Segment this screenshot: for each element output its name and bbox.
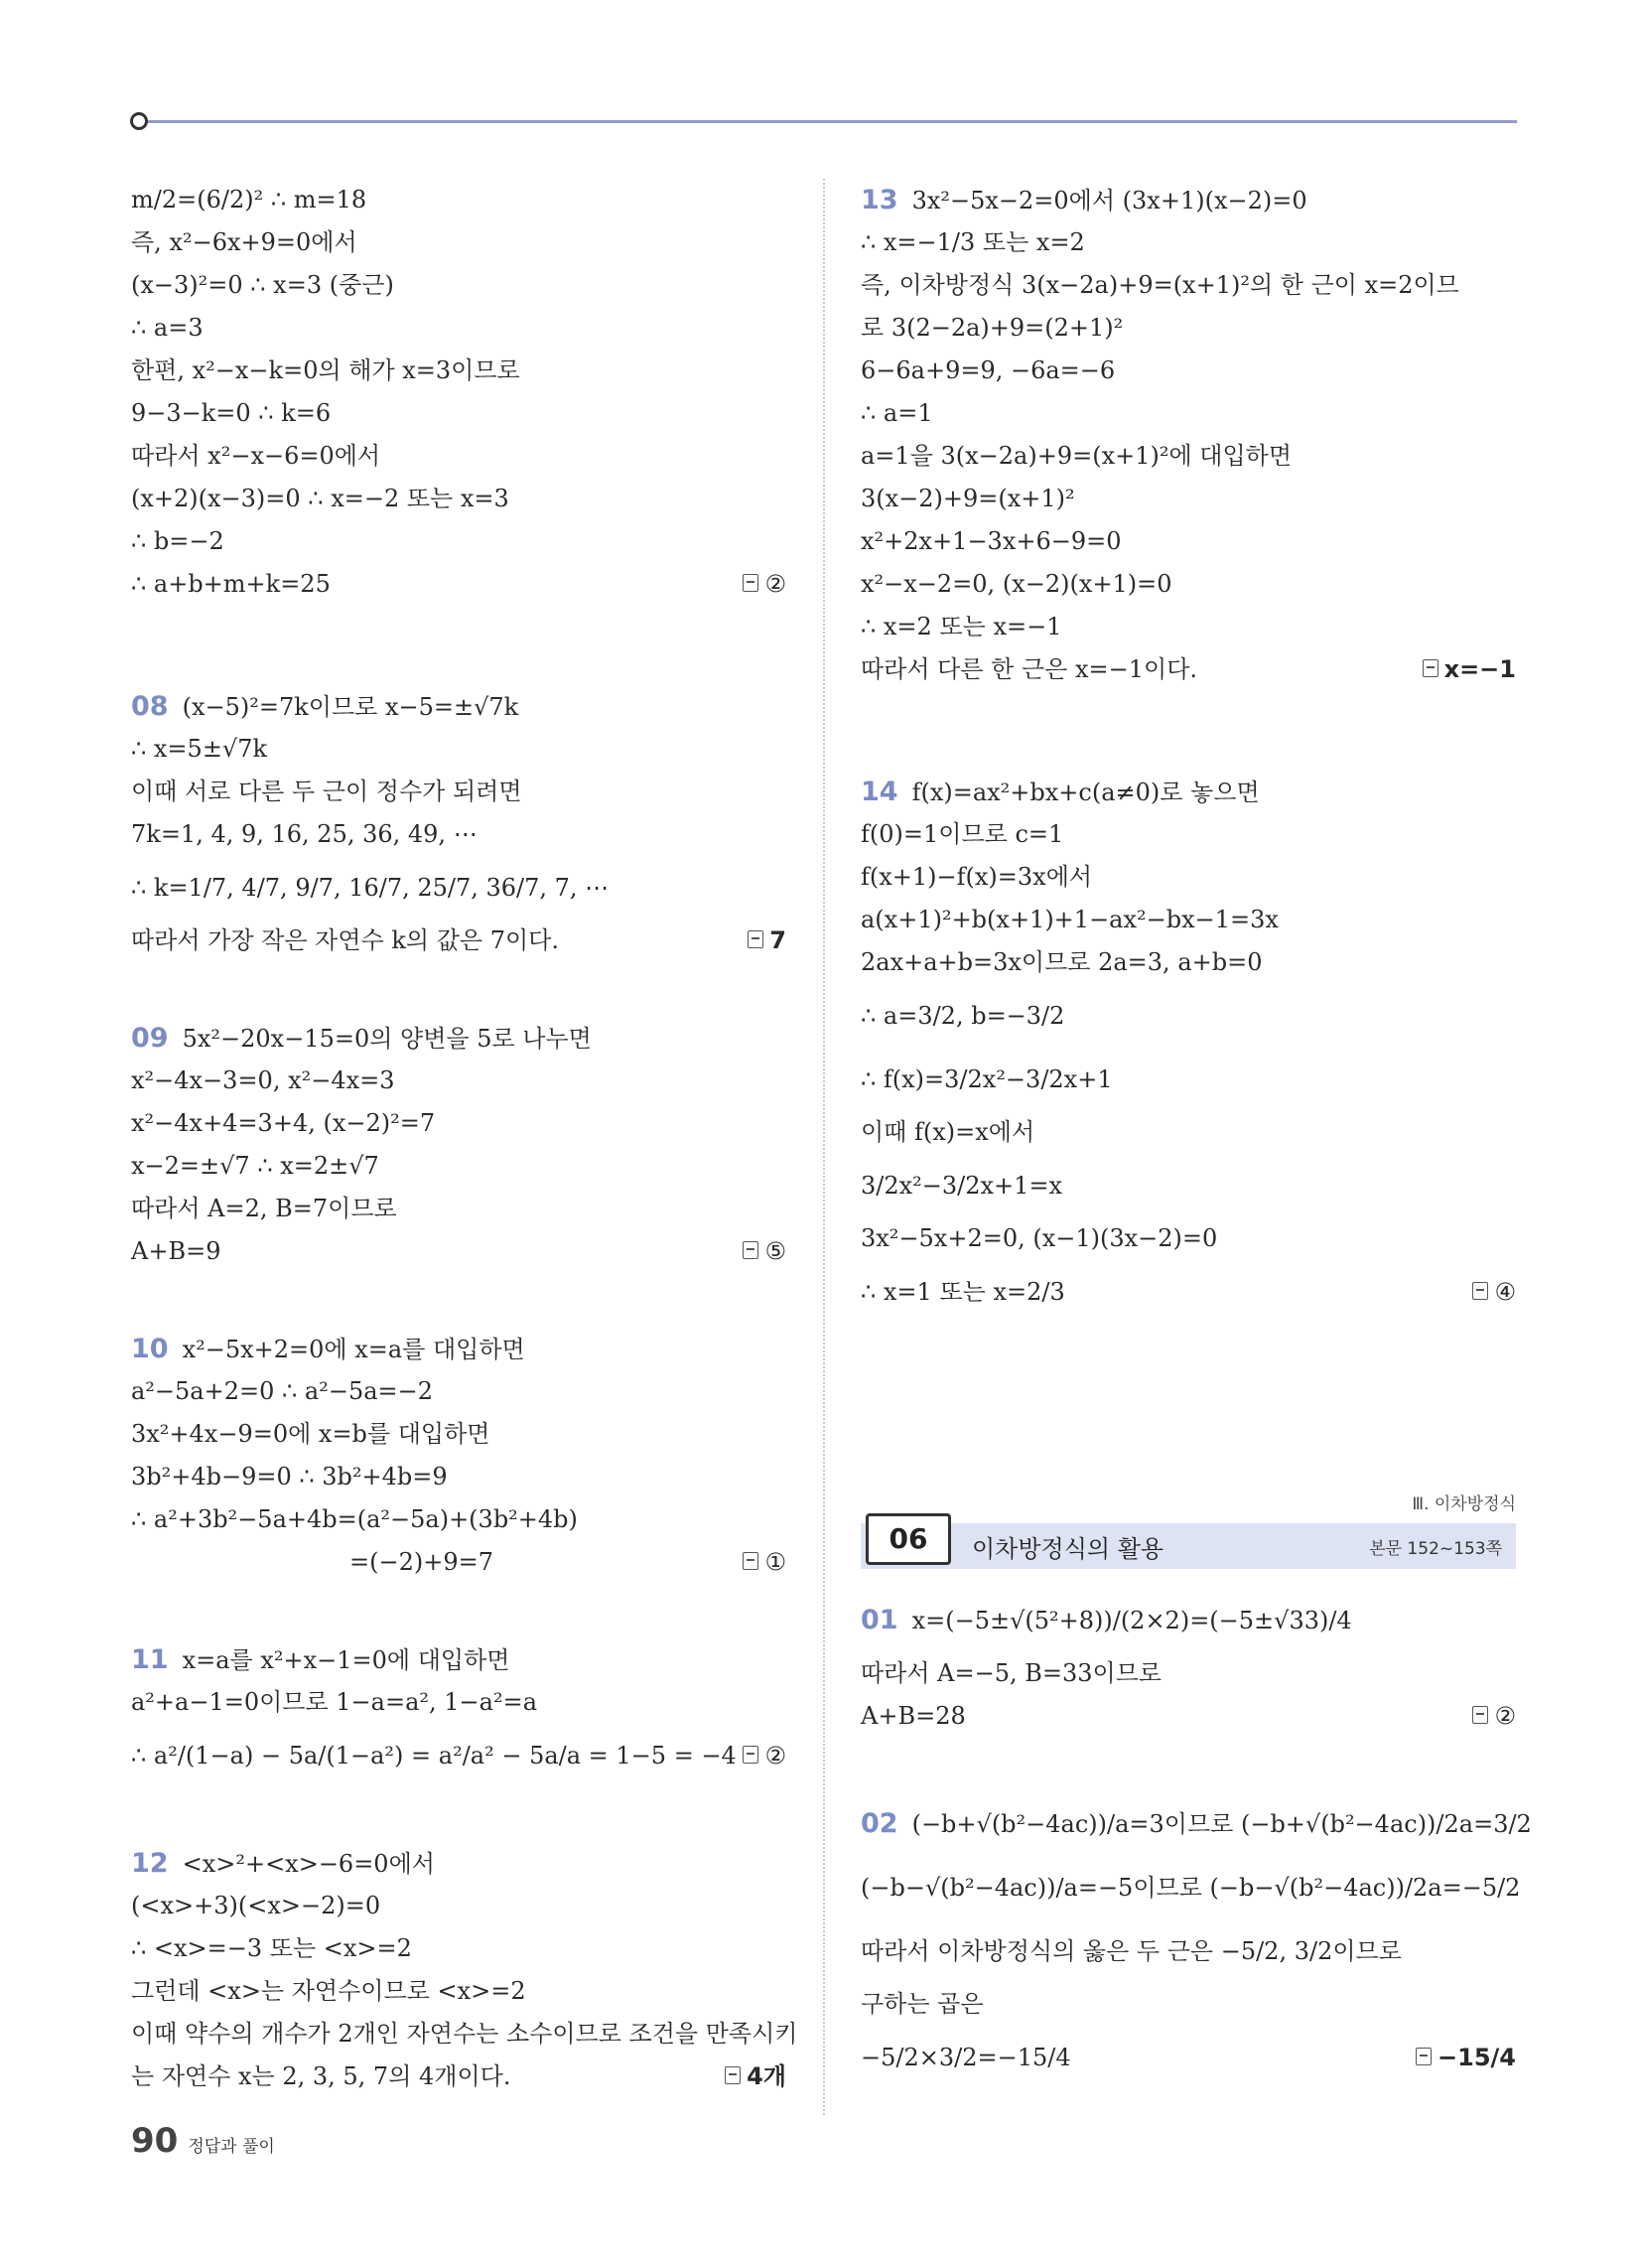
left-column [131, 179, 798, 2098]
section-title: 이차방정식의 활용 [972, 1535, 1164, 1563]
line: a²+a−1=0이므로 1−a=a², 1−a²=a [131, 1688, 537, 1716]
solution-13 [861, 179, 1516, 691]
line: a=1을 3(x−2a)+9=(x+1)²에 대입하면 [861, 442, 1293, 470]
answer-icon [743, 1241, 758, 1259]
line: x²+2x+1−3x+6−9=0 [861, 527, 1122, 555]
line: ∴ b=−2 [131, 527, 224, 555]
line: (−b+√(b²−4ac))/a=3이므로 (−b+√(b²−4ac))/2a=3/2 [911, 1810, 1532, 1838]
page-number: 90 [131, 2121, 179, 2161]
line: 따라서 A=2, B=7이므로 [131, 1195, 397, 1222]
line: x=(−5±√(5²+8))/(2×2)=(−5±√33)/4 [911, 1607, 1352, 1634]
line: 따라서 가장 작은 자연수 k의 값은 7이다. 7 [131, 920, 786, 962]
footer-label: 정답과 풀이 [188, 2137, 275, 2157]
top-rule-dot [130, 112, 148, 130]
answer-icon [1472, 1706, 1488, 1724]
solution-10 [131, 1328, 786, 1584]
line: A+B=28 ② [861, 1695, 1516, 1738]
line: 그런데 <x>는 자연수이므로 <x>=2 [131, 1977, 526, 2005]
line: ∴ a²/(1−a) − 5a/(1−a²) = a²/a² − 5a/a = 1−5 = −4 ② [131, 1724, 786, 1787]
answer-icon [743, 574, 758, 592]
line: 이때 서로 다른 두 근이 정수가 되려면 [131, 778, 522, 805]
problem-number: 12 [131, 1848, 169, 1879]
line: 는 자연수 x는 2, 3, 5, 7의 4개이다. 4개 [131, 2055, 786, 2098]
problem-number: 14 [861, 777, 898, 807]
problem-number: 09 [131, 1023, 169, 1054]
problem-number: 13 [861, 185, 898, 215]
line: f(x+1)−f(x)=3x에서 [861, 863, 1093, 891]
line: A+B=9 ⑤ [131, 1230, 786, 1273]
line: (x−5)²=7k이므로 x−5=±√7k [182, 693, 519, 721]
line: m/2=(6/2)² ∴ m=18 [131, 186, 367, 213]
answer-mark: 4개 [725, 2055, 786, 2098]
line: 9−3−k=0 ∴ k=6 [131, 399, 332, 427]
line: ∴ x=5±√7k [131, 735, 268, 763]
line: 따라서 다른 한 근은 x=−1이다. x=−1 [861, 648, 1516, 691]
answer-icon [1472, 1282, 1488, 1300]
line: a²−5a+2=0 ∴ a²−5a=−2 [131, 1377, 434, 1405]
line: 이때 약수의 개수가 2개인 자연수는 소수이므로 조건을 만족시키 [131, 2020, 798, 2048]
answer-mark: ② [743, 563, 786, 606]
line: 따라서 A=−5, B=33이므로 [861, 1659, 1163, 1687]
line: x²−4x+4=3+4, (x−2)²=7 [131, 1109, 436, 1137]
line: x²−5x+2=0에 x=a를 대입하면 [182, 1336, 525, 1363]
line: x²−4x−3=0, x²−4x=3 [131, 1066, 395, 1094]
section-number: 06 [866, 1513, 951, 1565]
line: 6−6a+9=9, −6a=−6 [861, 356, 1116, 384]
line: 이때 f(x)=x에서 [861, 1118, 1035, 1146]
line: f(0)=1이므로 c=1 [861, 820, 1064, 848]
line: 로 3(2−2a)+9=(2+1)² [861, 314, 1124, 342]
answer-mark: ② [1472, 1695, 1516, 1738]
problem-number: 10 [131, 1334, 169, 1364]
line: ∴ a²+3b²−5a+4b=(a²−5a)+(3b²+4b) [131, 1505, 578, 1533]
problem-number: 08 [131, 691, 169, 722]
top-rule [131, 120, 1517, 123]
problem-number: 01 [861, 1605, 898, 1635]
line: 따라서 이차방정식의 옳은 두 근은 −5/2, 3/2이므로 [861, 1937, 1402, 1965]
line: (x−3)²=0 ∴ x=3 (중근) [131, 271, 394, 299]
line: ∴ f(x)=3/2x²−3/2x+1 [861, 1065, 1113, 1093]
line: 3x²−5x+2=0, (x−1)(3x−2)=0 [861, 1224, 1218, 1252]
line: 3b²+4b−9=0 ∴ 3b²+4b=9 [131, 1463, 448, 1490]
line: 즉, x²−6x+9=0에서 [131, 228, 357, 256]
answer-mark: ④ [1472, 1260, 1516, 1324]
answer-mark: ② [743, 1724, 786, 1787]
line: 구하는 곱은 [861, 1990, 984, 2018]
line: ∴ a=3 [131, 314, 204, 342]
column-divider [823, 179, 825, 2115]
line: (x+2)(x−3)=0 ∴ x=−2 또는 x=3 [131, 485, 509, 512]
line: −5/2×3/2=−15/4 −15/4 [861, 2026, 1516, 2089]
solution-12 [131, 1842, 798, 2098]
answer-mark: −15/4 [1416, 2026, 1516, 2089]
line: ∴ x=1 또는 x=2/3 ④ [861, 1260, 1516, 1324]
line: 즉, 이차방정식 3(x−2a)+9=(x+1)²의 한 근이 x=2이므 [861, 271, 1459, 299]
line: x=a를 x²+x−1=0에 대입하면 [182, 1646, 510, 1674]
line: ∴ x=−1/3 또는 x=2 [861, 228, 1085, 256]
solution-s01 [861, 1589, 1516, 1738]
answer-icon [743, 1552, 758, 1570]
answer-mark: ⑤ [743, 1230, 786, 1273]
answer-mark: 7 [748, 920, 786, 962]
line: (<x>+3)(<x>−2)=0 [131, 1892, 381, 1919]
chapter-label: Ⅲ. 이차방정식 [1412, 1494, 1516, 1514]
line: 3x²+4x−9=0에 x=b를 대입하면 [131, 1420, 490, 1448]
answer-icon [743, 1746, 758, 1764]
solution-14 [861, 771, 1516, 1324]
problem-number: 02 [861, 1808, 898, 1839]
solution-07-cont [131, 179, 786, 606]
line: =(−2)+9=7 ① [131, 1541, 786, 1584]
problem-number: 11 [131, 1644, 169, 1675]
line: 따라서 x²−x−6=0에서 [131, 442, 381, 470]
answer-icon [748, 930, 763, 948]
solution-08 [131, 685, 786, 962]
right-column [861, 179, 1516, 1324]
line: ∴ a+b+m+k=25 ② [131, 563, 786, 606]
line: f(x)=ax²+bx+c(a≠0)로 놓으면 [911, 779, 1260, 806]
line: 7k=1, 4, 9, 16, 25, 36, 49, ⋯ [131, 820, 478, 848]
answer-icon [1416, 2048, 1432, 2065]
answer-mark: x=−1 [1423, 648, 1516, 691]
section-solutions [861, 1589, 1532, 2089]
line: 한편, x²−x−k=0의 해가 x=3이므로 [131, 356, 520, 384]
line: ∴ a=1 [861, 399, 933, 427]
answer-mark: ① [743, 1541, 786, 1584]
line: a(x+1)²+b(x+1)+1−ax²−bx−1=3x [861, 906, 1279, 933]
solution-09 [131, 1017, 786, 1273]
line: <x>²+<x>−6=0에서 [182, 1850, 435, 1878]
page-footer [131, 2121, 275, 2161]
answer-icon [1423, 659, 1438, 677]
line: ∴ x=2 또는 x=−1 [861, 613, 1062, 640]
line: ∴ k=1/7, 4/7, 9/7, 16/7, 25/7, 36/7, 7, ⋯ [131, 874, 610, 902]
page-reference: 본문 152~153쪽 [1369, 1539, 1502, 1559]
solution-s02 [861, 1792, 1532, 2089]
line: 5x²−20x−15=0의 양변을 5로 나누면 [182, 1025, 592, 1053]
line: 3/2x²−3/2x+1=x [861, 1172, 1063, 1200]
section-header [861, 1489, 1516, 1567]
solution-11 [131, 1638, 786, 1787]
line: ∴ <x>=−3 또는 <x>=2 [131, 1934, 412, 1962]
line: 3(x−2)+9=(x+1)² [861, 485, 1075, 512]
line: x−2=±√7 ∴ x=2±√7 [131, 1152, 379, 1180]
line: (−b−√(b²−4ac))/a=−5이므로 (−b−√(b²−4ac))/2a=−5/2 [861, 1874, 1521, 1902]
line: 3x²−5x−2=0에서 (3x+1)(x−2)=0 [911, 187, 1307, 214]
line: 2ax+a+b=3x이므로 2a=3, a+b=0 [861, 948, 1263, 976]
line: x²−x−2=0, (x−2)(x+1)=0 [861, 570, 1172, 598]
answer-icon [725, 2066, 741, 2084]
line: ∴ a=3/2, b=−3/2 [861, 1002, 1065, 1030]
